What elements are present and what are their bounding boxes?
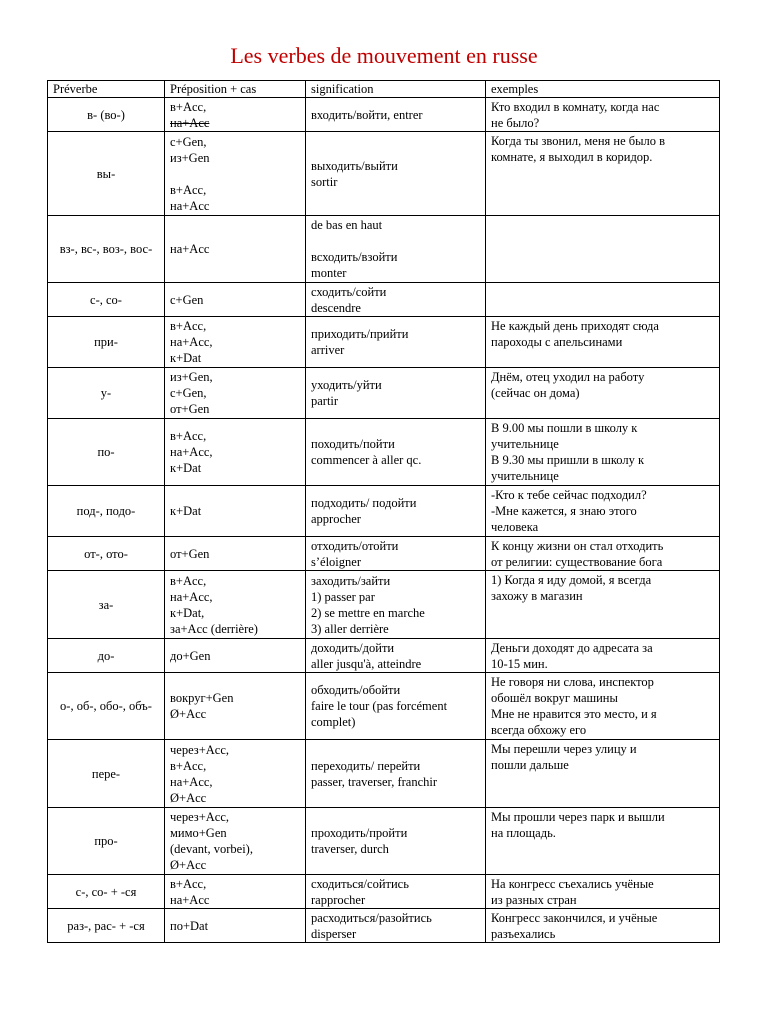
preposition-cell-line <box>170 166 300 182</box>
signification-cell <box>306 875 486 909</box>
preposition-cell-line: в+Acc, <box>170 758 207 773</box>
preposition-cell <box>165 909 306 943</box>
example-cell-line: всегда обхожу его <box>491 723 587 737</box>
preposition-cell-line: в+Acc, <box>170 876 207 891</box>
table-row <box>48 368 720 419</box>
signification-cell-line: descendre <box>311 300 361 315</box>
example-cell <box>486 673 720 740</box>
table-row <box>48 537 720 571</box>
example-cell-line: Кто входил в комнату, когда нас <box>491 100 660 114</box>
example-cell <box>486 317 720 368</box>
preverb-cell: при- <box>48 317 165 368</box>
preposition-cell-line: Ø+Acc <box>170 707 207 721</box>
preposition-cell <box>165 875 306 909</box>
example-cell-line: от религии: существование бога <box>491 555 663 569</box>
table-body <box>48 81 720 943</box>
preposition-cell-line: с+Gen, <box>170 134 207 149</box>
example-cell-line: 10-15 мин. <box>491 657 548 671</box>
preposition-cell-line: через+Acc, <box>170 742 230 757</box>
example-cell-line: из разных стран <box>491 893 577 907</box>
preposition-cell-line: (devant, vorbei), <box>170 842 253 856</box>
signification-cell-line: проходить/пройти <box>311 826 408 840</box>
example-cell-line: Деньги доходят до адресата за <box>491 641 653 655</box>
signification-cell <box>306 368 486 419</box>
signification-cell-line: заходить/зайти <box>311 573 391 588</box>
example-cell-line: -Кто к тебе сейчас подходил? <box>491 488 647 502</box>
preverb-cell: у- <box>48 368 165 419</box>
signification-cell-line: уходить/уйти <box>311 378 382 392</box>
table-row <box>48 808 720 875</box>
example-cell-line: -Мне кажется, я знаю этого <box>491 504 637 518</box>
example-cell-line: человека <box>491 520 539 534</box>
signification-cell-line <box>311 233 480 249</box>
preposition-cell <box>165 216 306 283</box>
example-cell-line: Мы прошли через парк и вышли <box>491 810 665 824</box>
signification-cell <box>306 216 486 283</box>
signification-cell <box>306 909 486 943</box>
signification-cell-line: commencer à aller qc. <box>311 453 422 467</box>
signification-cell-line: faire le tour (pas forcément <box>311 699 448 713</box>
example-cell <box>486 909 720 943</box>
preposition-cell <box>165 317 306 368</box>
preposition-cell <box>165 571 306 639</box>
signification-cell-line: approcher <box>311 512 361 526</box>
signification-cell <box>306 317 486 368</box>
preposition-cell-line: к+Dat <box>170 461 202 475</box>
example-cell-line: Днём, отец уходил на работу <box>491 370 645 384</box>
preposition-cell-line: на+Acc, <box>170 774 213 789</box>
example-cell <box>486 98 720 132</box>
preposition-cell-line: в+Acc, <box>170 182 207 197</box>
preposition-cell-line: Ø+Acc <box>170 790 207 805</box>
example-cell-line: К концу жизни он стал отходить <box>491 539 664 553</box>
header-preposition: Préposition + cas <box>165 81 306 98</box>
preposition-cell <box>165 639 306 673</box>
table-row <box>48 216 720 283</box>
signification-cell-line: всходить/взойти <box>311 250 398 264</box>
signification-cell-line: traverser, durch <box>311 842 389 856</box>
example-cell-line: На конгресс съехались учёные <box>491 877 654 891</box>
preverb-cell: о-, об-, обо-, объ- <box>48 673 165 740</box>
example-cell-line: захожу в магазин <box>491 589 583 603</box>
signification-cell <box>306 419 486 486</box>
signification-cell-line: disperser <box>311 926 357 941</box>
signification-cell-line: переходить/ перейти <box>311 758 421 773</box>
example-cell-line: не было? <box>491 116 540 130</box>
example-cell-line: пошли дальше <box>491 758 569 772</box>
header-exemples: exemples <box>486 81 720 98</box>
preposition-cell-line: на+Acc <box>170 892 210 907</box>
example-cell-line: 1) Когда я иду домой, я всегда <box>491 573 652 587</box>
preposition-cell-line: к+Dat <box>170 351 202 365</box>
signification-cell-line: aller jusqu'à, atteindre <box>311 656 422 671</box>
example-cell-line: разъехались <box>491 927 556 941</box>
preposition-cell-line: из+Gen <box>170 150 210 165</box>
signification-cell-line: passer, traverser, franchir <box>311 774 438 789</box>
signification-cell-line: отходить/отойти <box>311 538 399 553</box>
preverb-cell: с-, со- <box>48 283 165 317</box>
preposition-cell <box>165 537 306 571</box>
signification-cell-line: complet) <box>311 715 356 729</box>
preposition-cell-line: на+Acc, <box>170 589 213 604</box>
signification-cell-line: 3) aller derrière <box>311 621 389 636</box>
signification-cell <box>306 98 486 132</box>
signification-cell <box>306 673 486 740</box>
preposition-cell <box>165 486 306 537</box>
preposition-cell <box>165 283 306 317</box>
preposition-cell-line: от+Gen <box>170 546 210 561</box>
preposition-cell-line: до+Gen <box>170 648 211 663</box>
example-cell <box>486 808 720 875</box>
preposition-cell-line: в+Acc, <box>170 99 207 114</box>
signification-cell-line: приходить/прийти <box>311 327 409 341</box>
signification-cell <box>306 486 486 537</box>
signification-cell-line: rapprocher <box>311 892 366 907</box>
preposition-cell-line: от+Gen <box>170 402 210 416</box>
table-row <box>48 909 720 943</box>
signification-cell <box>306 808 486 875</box>
example-cell <box>486 132 720 216</box>
preposition-cell <box>165 419 306 486</box>
example-cell-line: В 9.30 мы пришли в школу к <box>491 453 645 467</box>
signification-cell-line: входить/войти, entrer <box>311 107 423 122</box>
preverb-cell: с-, со- + -ся <box>48 875 165 909</box>
signification-cell-line: sortir <box>311 174 338 189</box>
signification-cell-line: доходить/дойти <box>311 640 395 655</box>
header-preverbe: Préverbe <box>48 81 165 98</box>
example-cell <box>486 537 720 571</box>
header-signification: signification <box>306 81 486 98</box>
preposition-cell <box>165 808 306 875</box>
preverb-cell: пере- <box>48 740 165 808</box>
preposition-cell-line: на+Acc, <box>170 445 213 459</box>
verbs-table <box>47 80 720 943</box>
signification-cell <box>306 571 486 639</box>
example-cell-line: пароходы с апельсинами <box>491 335 623 349</box>
preposition-cell-line: с+Gen, <box>170 386 207 400</box>
example-cell <box>486 740 720 808</box>
preposition-cell-line: вокруг+Gen <box>170 691 234 705</box>
table-row <box>48 740 720 808</box>
example-cell <box>486 875 720 909</box>
preverb-cell: до- <box>48 639 165 673</box>
page-title: Les verbes de mouvement en russe <box>230 43 538 68</box>
example-cell-line: Не говоря ни слова, инспектор <box>491 675 654 689</box>
example-cell <box>486 486 720 537</box>
table-row <box>48 317 720 368</box>
signification-cell-line: обходить/обойти <box>311 683 401 697</box>
preposition-cell-line: к+Dat <box>170 504 202 518</box>
signification-cell-line: partir <box>311 394 339 408</box>
signification-cell-line: s’éloigner <box>311 554 361 569</box>
preposition-cell-line: на+Acc, <box>170 335 213 349</box>
table-row <box>48 132 720 216</box>
preposition-cell-line: в+Acc, <box>170 573 207 588</box>
table-row <box>48 419 720 486</box>
table-row <box>48 875 720 909</box>
header-row <box>48 81 720 98</box>
signification-cell-line: 2) se mettre en marche <box>311 605 425 620</box>
preverb-cell: под-, подо- <box>48 486 165 537</box>
example-cell <box>486 639 720 673</box>
example-cell-line: Не каждый день приходят сюда <box>491 319 659 333</box>
signification-cell-line: походить/пойти <box>311 437 395 451</box>
table-row <box>48 639 720 673</box>
signification-cell <box>306 132 486 216</box>
example-cell-line: Конгресс закончился, и учёные <box>491 911 658 925</box>
preposition-cell-line: в+Acc, <box>170 429 207 443</box>
signification-cell-line: расходиться/разойтись <box>311 910 432 925</box>
preposition-cell-line: на+Acc <box>170 198 210 213</box>
preposition-cell-line: через+Acc, <box>170 810 230 824</box>
example-cell <box>486 419 720 486</box>
example-cell-line: Мне не нравится это место, и я <box>491 707 657 721</box>
signification-cell <box>306 537 486 571</box>
signification-cell-line: сходиться/сойтись <box>311 876 409 891</box>
preverb-cell: в- (во-) <box>48 98 165 132</box>
example-cell-line: обошёл вокруг машины <box>491 691 618 705</box>
example-cell-line: учительнице <box>491 469 559 483</box>
signification-cell-line: сходить/сойти <box>311 284 387 299</box>
example-cell <box>486 216 720 283</box>
example-cell-line: комнате, я выходил в коридор. <box>491 150 653 164</box>
signification-cell-line: arriver <box>311 343 345 357</box>
preposition-cell <box>165 98 306 132</box>
signification-cell-line: выходить/выйти <box>311 158 398 173</box>
signification-cell <box>306 740 486 808</box>
preverb-cell: раз-, рас- + -ся <box>48 909 165 943</box>
preverb-cell: вз-, вс-, воз-, вос- <box>48 216 165 283</box>
example-cell-line: Когда ты звонил, меня не было в <box>491 134 666 148</box>
preposition-cell <box>165 132 306 216</box>
preposition-cell-line: по+Dat <box>170 918 209 933</box>
signification-cell <box>306 283 486 317</box>
example-cell-line: учительнице <box>491 437 559 451</box>
preposition-cell-line: к+Dat, <box>170 605 205 620</box>
preposition-cell-line: на+Acc <box>170 115 210 130</box>
preposition-cell-line: с+Gen <box>170 292 204 307</box>
preposition-cell-line: за+Acc (derrière) <box>170 621 258 636</box>
signification-cell-line: monter <box>311 266 347 280</box>
signification-cell-line: de bas en haut <box>311 218 383 232</box>
preverb-cell: вы- <box>48 132 165 216</box>
example-cell-line: на площадь. <box>491 826 556 840</box>
example-cell-line: Мы перешли через улицу и <box>491 742 637 756</box>
table-row <box>48 283 720 317</box>
signification-cell <box>306 639 486 673</box>
table-row <box>48 98 720 132</box>
preverb-cell: от-, ото- <box>48 537 165 571</box>
example-cell <box>486 571 720 639</box>
signification-cell-line: подходить/ подойти <box>311 496 417 510</box>
example-cell-line: (сейчас он дома) <box>491 386 580 400</box>
table-row <box>48 673 720 740</box>
table-row <box>48 571 720 639</box>
example-cell <box>486 283 720 317</box>
example-cell <box>486 368 720 419</box>
preverb-cell: за- <box>48 571 165 639</box>
table-row <box>48 486 720 537</box>
preposition-cell <box>165 368 306 419</box>
preposition-cell-line: Ø+Acc <box>170 858 207 872</box>
signification-cell-line: 1) passer par <box>311 589 375 604</box>
preposition-cell-line: на+Acc <box>170 242 210 256</box>
example-cell-line: В 9.00 мы пошли в школу к <box>491 421 638 435</box>
preverb-cell: по- <box>48 419 165 486</box>
preposition-cell <box>165 740 306 808</box>
preposition-cell-line: из+Gen, <box>170 370 213 384</box>
preposition-cell-line: в+Acc, <box>170 319 207 333</box>
preposition-cell <box>165 673 306 740</box>
preverb-cell: про- <box>48 808 165 875</box>
preposition-cell-line: мимо+Gen <box>170 826 227 840</box>
